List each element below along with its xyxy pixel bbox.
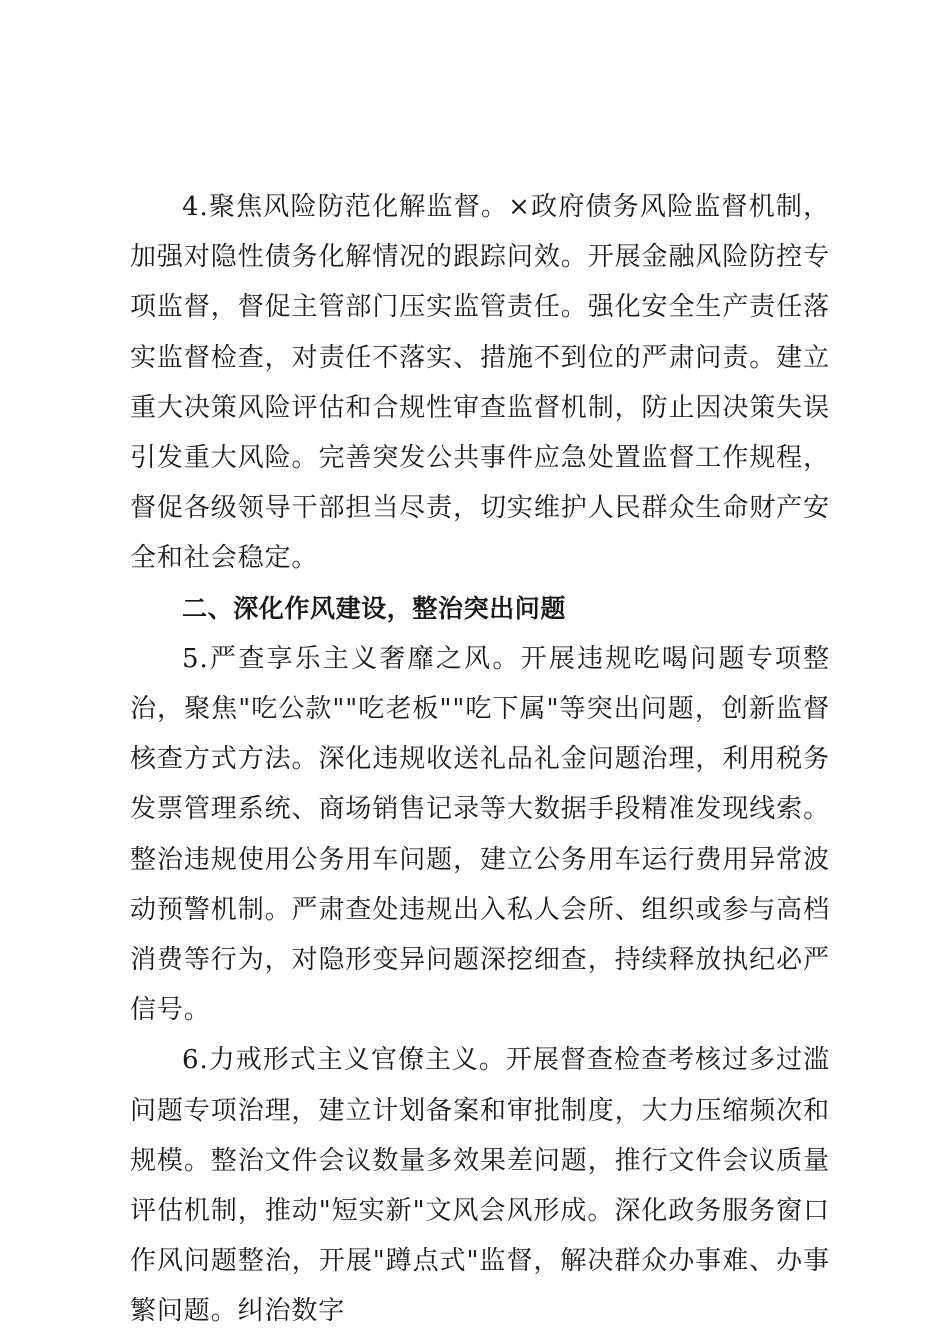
document-body — [130, 182, 830, 1337]
paragraph-risk-prevention: 4.聚焦风险防范化解监督。×政府债务风险监督机制，加强对隐性债务化解情况的跟踪问效。开展金融风险防控专项监督，督促主管部门压实监管责任。强化安全生产责任落实监督检查，对责任不落实、措施不到位的严肃问责。建立重大决策风险评估和合规性审查监督机制，防止因决策失误引发重大风险。完善突发公共事件应急处置监督工作规程，督促各级领导干部担当尽责，切实维护人民群众生命财产安全和社会稳定。 — [130, 192, 830, 574]
paragraph-hedonism: 5.严查享乐主义奢靡之风。开展违规吃喝问题专项整治，聚焦"吃公款""吃老板""吃下属"等突出问题，创新监督核查方式方法。深化违规收送礼品礼金问题治理，利用税务发票管理系统、商场销售记录等大数据手段精准发现线索。整治违规使用公务用车问题，建立公务用车运行费用异常波动预警机制。严肃查处违规出入私人会所、组织或参与高档消费等行为，对隐形变异问题深挖细查，持续释放执纪必严信号。 — [130, 643, 830, 1026]
section-heading: 二、深化作风建设，整治突出问题 — [182, 593, 567, 623]
paragraph-formalism: 6.力戒形式主义官僚主义。开展督查检查考核过多过滥问题专项治理，建立计划备案和审批制度，大力压缩频次和规模。整治文件会议数量多效果差问题，推行文件会议质量评估机制，推动"短实新"文风会风形成。深化政务服务窗口作风问题整治，开展"蹲点式"监督，解决群众办事难、办事繁问题。纠治数字 — [130, 1045, 830, 1327]
